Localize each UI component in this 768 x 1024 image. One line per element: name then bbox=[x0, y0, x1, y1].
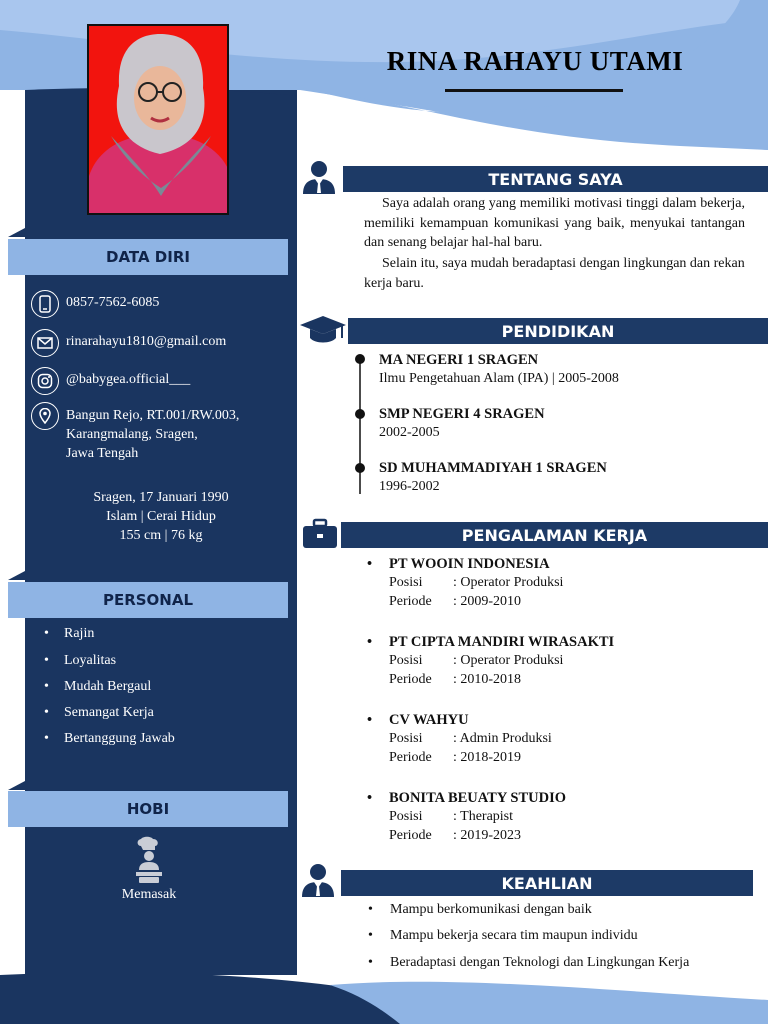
name-underline bbox=[445, 89, 623, 92]
periode-value: : 2010-2018 bbox=[453, 672, 522, 687]
trait-item: • Semangat Kerja bbox=[64, 705, 154, 721]
trait-item: • Loyalitas bbox=[64, 653, 116, 669]
height-weight: 155 cm | 76 kg bbox=[119, 528, 203, 543]
posisi-label: Posisi bbox=[389, 731, 423, 746]
contact-email[interactable] bbox=[31, 329, 226, 357]
address-line-1: Bangun Rejo, RT.001/RW.003, bbox=[66, 408, 240, 423]
education-timeline bbox=[352, 352, 368, 494]
skill-item: • Mampu berkomunikasi dengan baik bbox=[390, 902, 592, 918]
company-name: • PT CIPTA MANDIRI WIRASAKTI bbox=[389, 634, 614, 651]
school-detail: 1996-2002 bbox=[379, 479, 440, 494]
school-name: SMP NEGERI 4 SRAGEN bbox=[379, 406, 545, 422]
education-item bbox=[379, 352, 619, 388]
contact-address bbox=[31, 402, 239, 463]
graduation-cap-icon bbox=[300, 316, 346, 351]
personal-info bbox=[25, 488, 297, 545]
profile-photo bbox=[87, 24, 229, 215]
skill-item: • Mampu bekerja secara tim maupun individu bbox=[390, 928, 638, 944]
company-name: • CV WAHYU bbox=[389, 712, 552, 729]
periode-value: : 2018-2019 bbox=[453, 750, 522, 765]
skill-item: • Beradaptasi dengan Teknologi dan Lingkungan Kerja bbox=[390, 955, 689, 971]
experience-item bbox=[389, 712, 552, 767]
company-name: • BONITA BEUATY STUDIO bbox=[389, 790, 566, 807]
education-item bbox=[379, 460, 607, 496]
trait-item: • Bertanggung Jawab bbox=[64, 731, 175, 747]
section-header-tentang: TENTANG SAYA bbox=[343, 166, 768, 192]
instagram-text: @babygea.official___ bbox=[66, 372, 191, 387]
mail-icon bbox=[31, 329, 59, 357]
hobby-label: Memasak bbox=[121, 887, 177, 902]
experience-item bbox=[389, 790, 566, 845]
periode-label: Periode bbox=[389, 594, 432, 609]
contact-phone[interactable] bbox=[31, 290, 159, 318]
school-detail: 2002-2005 bbox=[379, 425, 440, 440]
section-header-keahlian: KEAHLIAN bbox=[341, 870, 753, 896]
section-header-personal: PERSONAL bbox=[8, 582, 288, 618]
about-paragraph-2: Selain itu, saya mudah beradaptasi dengan lingkungan dan rekan kerja baru. bbox=[364, 256, 745, 291]
posisi-value: : Operator Produksi bbox=[453, 653, 564, 668]
contact-instagram[interactable] bbox=[31, 367, 190, 395]
address-line-2: Karangmalang, Sragen, bbox=[66, 427, 198, 442]
trait-item: • Mudah Bergaul bbox=[64, 679, 151, 695]
religion-status: Islam | Cerai Hidup bbox=[106, 509, 216, 524]
address-line-3: Jawa Tengah bbox=[66, 446, 139, 461]
periode-value: : 2009-2010 bbox=[453, 594, 522, 609]
briefcase-icon bbox=[302, 518, 338, 555]
periode-label: Periode bbox=[389, 750, 432, 765]
experience-item bbox=[389, 556, 563, 611]
location-pin-icon bbox=[31, 402, 59, 430]
email-text: rinarahayu1810@gmail.com bbox=[66, 334, 227, 349]
experience-item bbox=[389, 634, 614, 689]
school-name: MA NEGERI 1 SRAGEN bbox=[379, 352, 539, 368]
section-header-data-diri: DATA DIRI bbox=[8, 239, 288, 275]
phone-text: 0857-7562-6085 bbox=[66, 295, 160, 310]
birth-info: Sragen, 17 Januari 1990 bbox=[93, 490, 229, 505]
trait-item: • Rajin bbox=[64, 626, 94, 642]
school-name: SD MUHAMMADIYAH 1 SRAGEN bbox=[379, 460, 607, 476]
person-icon bbox=[299, 863, 337, 902]
school-detail: Ilmu Pengetahuan Alam (IPA) | 2005-2008 bbox=[379, 371, 619, 386]
phone-icon bbox=[31, 290, 59, 318]
about-paragraph-1: Saya adalah orang yang memiliki motivasi tinggi dalam bekerja, memiliki kemampuan komunikasi yang baik, menyukai tantangan dan senang belajar hal-hal baru. bbox=[364, 196, 745, 250]
person-icon bbox=[300, 160, 338, 199]
company-name: • PT WOOIN INDONESIA bbox=[389, 556, 563, 573]
periode-label: Periode bbox=[389, 828, 432, 843]
posisi-label: Posisi bbox=[389, 575, 423, 590]
section-header-pendidikan: PENDIDIKAN bbox=[348, 318, 768, 344]
posisi-label: Posisi bbox=[389, 653, 423, 668]
posisi-value: : Therapist bbox=[453, 809, 514, 824]
section-header-pengalaman: PENGALAMAN KERJA bbox=[341, 522, 768, 548]
section-header-hobi: HOBI bbox=[8, 791, 288, 827]
posisi-label: Posisi bbox=[389, 809, 423, 824]
posisi-value: : Operator Produksi bbox=[453, 575, 564, 590]
periode-value: : 2019-2023 bbox=[453, 828, 522, 843]
instagram-icon bbox=[31, 367, 59, 395]
education-item bbox=[379, 406, 545, 442]
posisi-value: : Admin Produksi bbox=[453, 731, 552, 746]
resume-name: RINA RAHAYU UTAMI bbox=[386, 46, 684, 76]
chef-icon bbox=[131, 836, 167, 889]
periode-label: Periode bbox=[389, 672, 432, 687]
